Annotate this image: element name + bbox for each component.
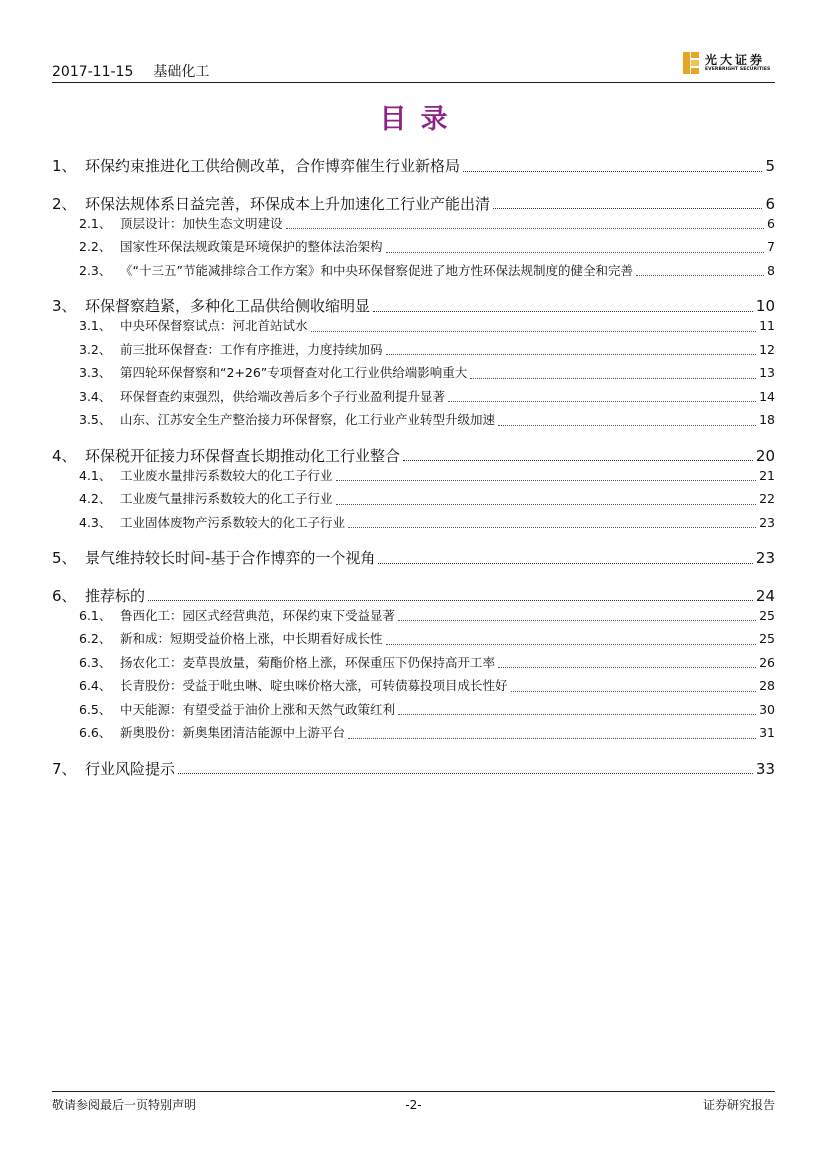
- toc-entry-number: 6.5、: [79, 701, 112, 717]
- toc-entry-title: 环保法规体系日益完善，环保成本上升加速化工行业产能出清: [85, 194, 491, 213]
- toc-entry-number: 3.1、: [79, 318, 112, 333]
- toc-subsection-entry[interactable]: [52, 723, 775, 743]
- toc-entry-number: 6.6、: [79, 725, 112, 740]
- toc-entry-number: 3.5、: [79, 412, 112, 427]
- footer-divider: [52, 1091, 775, 1092]
- header-divider: [52, 82, 775, 83]
- toc-entry-title: 新和成：短期受益价格上涨，中长期看好成长性: [120, 631, 383, 646]
- toc-entry-page: 25: [759, 607, 775, 623]
- disclaimer-note: 敬请参阅最后一页特别声明: [52, 1098, 197, 1112]
- toc-section-entry[interactable]: [52, 584, 775, 608]
- toc-entry-title: 环保督察趋紧，多种化工品供给侧收缩明显: [85, 297, 371, 315]
- toc-dot-leader: [498, 423, 756, 426]
- toc-dot-leader: [511, 689, 757, 692]
- toc-entry-page: 26: [759, 654, 775, 670]
- toc-dot-leader: [398, 712, 756, 715]
- toc-subsection-entry[interactable]: [52, 653, 775, 673]
- toc-entry-number: 2.1、: [79, 215, 112, 231]
- toc-subsection-entry[interactable]: [52, 466, 775, 486]
- toc-dot-leader: [336, 502, 757, 505]
- logo-en-text: EVERBRIGHT SECURITIES: [705, 67, 771, 72]
- toc-entry-number: 6.1、: [79, 607, 112, 623]
- toc-section-entry[interactable]: [52, 546, 775, 570]
- toc-entry-page: 5: [765, 157, 775, 175]
- toc-dot-leader: [463, 169, 762, 172]
- toc-entry-page: 33: [755, 759, 775, 778]
- toc-entry-number: 3.2、: [79, 341, 112, 357]
- logo-mark-icon: [683, 52, 699, 74]
- page-footer: [52, 1097, 775, 1113]
- page-title: 目录: [379, 104, 462, 135]
- toc-subsection-entry[interactable]: [52, 700, 775, 720]
- toc-subsection-entry[interactable]: [52, 316, 775, 336]
- toc-entry-number: 4.2、: [79, 491, 112, 506]
- toc-entry-title: 山东、江苏安全生产整治接力环保督察，化工行业产业转型升级加速: [120, 412, 496, 427]
- report-date: 2017-11-15: [52, 64, 134, 80]
- toc-entry-page: 28: [759, 678, 775, 693]
- toc-entry-page: 13: [759, 365, 775, 380]
- toc-entry-page: 24: [755, 586, 775, 605]
- toc-section-entry[interactable]: [52, 444, 775, 468]
- report-type: 证券研究报告: [702, 1098, 775, 1112]
- toc-entry-title: 工业废水量排污系数较大的化工子行业: [120, 467, 333, 483]
- toc-entry-page: 30: [759, 701, 775, 717]
- sector-name: 基础化工: [153, 64, 210, 80]
- toc-entry-title: 鲁西化工：园区式经营典范，环保约束下受益显著: [120, 607, 396, 623]
- toc-entry-page: 6: [765, 194, 775, 213]
- toc-subsection-entry[interactable]: [52, 237, 775, 257]
- toc-entry-page: 12: [759, 341, 775, 357]
- toc-dot-leader: [378, 561, 752, 564]
- toc-subsection-entry[interactable]: [52, 410, 775, 430]
- toc-subsection-entry[interactable]: [52, 676, 775, 696]
- toc-subsection-entry[interactable]: [52, 363, 775, 383]
- toc-dot-leader: [498, 665, 756, 668]
- toc-section-entry[interactable]: [52, 154, 775, 178]
- toc-entry-page: 23: [755, 549, 775, 567]
- toc-entry-title: 前三批环保督查：工作有序推进，力度持续加码: [120, 341, 383, 357]
- toc-entry-title: 《“十三五”节能减排综合工作方案》和中央环保督察促进了地方性环保法规制度的健全和完善: [120, 262, 633, 278]
- toc-subsection-entry[interactable]: [52, 261, 775, 281]
- toc-dot-leader: [373, 309, 753, 312]
- toc-entry-number: 2.2、: [79, 239, 112, 254]
- toc-dot-leader: [348, 525, 756, 528]
- toc-entry-title: 推荐标的: [85, 586, 146, 605]
- header-meta: [52, 64, 209, 80]
- toc-dot-leader: [286, 226, 765, 229]
- toc-subsection-entry[interactable]: [52, 513, 775, 533]
- toc-entry-title: 行业风险提示: [85, 759, 176, 778]
- toc-entry-number: 4.1、: [79, 467, 112, 483]
- logo-cn-text: 光大证券: [705, 53, 766, 67]
- toc-dot-leader: [148, 598, 753, 601]
- toc-entry-title: 中天能源：有望受益于油价上涨和天然气政策红利: [120, 701, 396, 717]
- toc-entry-title: 中央环保督察试点：河北首站试水: [120, 318, 308, 333]
- toc-subsection-entry[interactable]: [52, 214, 775, 234]
- toc-entry-title: 工业废气量排污系数较大的化工子行业: [120, 491, 333, 506]
- toc-entry-page: 31: [759, 725, 775, 740]
- toc-dot-leader: [386, 250, 765, 253]
- toc-dot-leader: [448, 399, 756, 402]
- toc-entry-page: 20: [755, 446, 775, 465]
- toc-dot-leader: [493, 206, 762, 209]
- toc-entry-number: 5、: [52, 549, 77, 567]
- toc-entry-page: 14: [759, 388, 775, 404]
- toc-entry-title: 新奥股份：新奥集团清洁能源中上游平台: [120, 725, 346, 740]
- toc-dot-leader: [336, 478, 757, 481]
- toc-dot-leader: [178, 771, 753, 774]
- toc-section-entry[interactable]: [52, 294, 775, 318]
- toc-entry-title: 环保税开征接力环保督查长期推动化工行业整合: [85, 446, 401, 465]
- toc-entry-page: 21: [759, 467, 775, 483]
- toc-entry-page: 6: [767, 215, 775, 231]
- toc-subsection-entry[interactable]: [52, 489, 775, 509]
- toc-entry-title: 环保约束推进化工供给侧改革，合作博弈催生行业新格局: [85, 157, 461, 175]
- toc-entry-page: 10: [755, 297, 775, 315]
- toc-entry-page: 22: [759, 491, 775, 506]
- toc-entry-title: 第四轮环保督察和“2+26”专项督查对化工行业供给端影响重大: [120, 365, 468, 380]
- toc-entry-number: 2、: [52, 194, 77, 213]
- toc-entry-page: 11: [759, 318, 775, 333]
- toc-entry-title: 长青股份：受益于吡虫啉、啶虫咪价格大涨，可转债募投项目成长性好: [120, 678, 508, 693]
- toc-entry-page: 18: [759, 412, 775, 427]
- toc-dot-leader: [398, 618, 756, 621]
- toc-subsection-entry[interactable]: [52, 629, 775, 649]
- toc-entry-title: 景气维持较长时间-基于合作博弈的一个视角: [85, 549, 376, 567]
- toc-entry-number: 6.4、: [79, 678, 112, 693]
- page-header: [52, 48, 775, 82]
- toc-entry-page: 7: [767, 239, 775, 254]
- toc-subsection-entry[interactable]: [52, 606, 775, 626]
- toc-dot-leader: [470, 376, 756, 379]
- toc-entry-title: 顶层设计：加快生态文明建设: [120, 215, 283, 231]
- toc-section-entry[interactable]: [52, 192, 775, 216]
- toc-entry-title: 环保督查约束强烈，供给端改善后多个子行业盈利提升显著: [120, 388, 446, 404]
- toc-dot-leader: [636, 273, 764, 276]
- toc-dot-leader: [348, 736, 756, 739]
- toc-entry-number: 3、: [52, 297, 77, 315]
- toc-dot-leader: [311, 329, 757, 332]
- toc-entry-number: 6.3、: [79, 654, 112, 670]
- toc-entry-number: 4.3、: [79, 514, 112, 530]
- toc-entry-title: 扬农化工：麦草畏放量，菊酯价格上涨，环保重压下仍保持高开工率: [120, 654, 496, 670]
- toc-dot-leader: [403, 458, 753, 461]
- toc-section-entry[interactable]: [52, 757, 775, 781]
- page-number: -2-: [405, 1098, 422, 1112]
- toc-entry-number: 1、: [52, 157, 77, 175]
- toc-entry-title: 工业固体废物产污系数较大的化工子行业: [120, 514, 346, 530]
- toc-entry-number: 6、: [52, 586, 77, 605]
- toc-dot-leader: [386, 642, 757, 645]
- toc-entry-number: 7、: [52, 759, 77, 778]
- toc-entry-page: 23: [759, 514, 775, 530]
- toc-entry-number: 4、: [52, 446, 77, 465]
- toc-dot-leader: [386, 352, 757, 355]
- toc-entry-number: 2.3、: [79, 262, 112, 278]
- table-of-contents: [52, 150, 775, 781]
- toc-entry-page: 25: [759, 631, 775, 646]
- toc-entry-page: 8: [767, 262, 775, 278]
- toc-entry-number: 6.2、: [79, 631, 112, 646]
- toc-subsection-entry[interactable]: [52, 387, 775, 407]
- company-logo: [683, 50, 775, 78]
- toc-subsection-entry[interactable]: [52, 340, 775, 360]
- toc-entry-number: 3.3、: [79, 365, 112, 380]
- toc-entry-title: 国家性环保法规政策是环境保护的整体法治架构: [120, 239, 383, 254]
- toc-entry-number: 3.4、: [79, 388, 112, 404]
